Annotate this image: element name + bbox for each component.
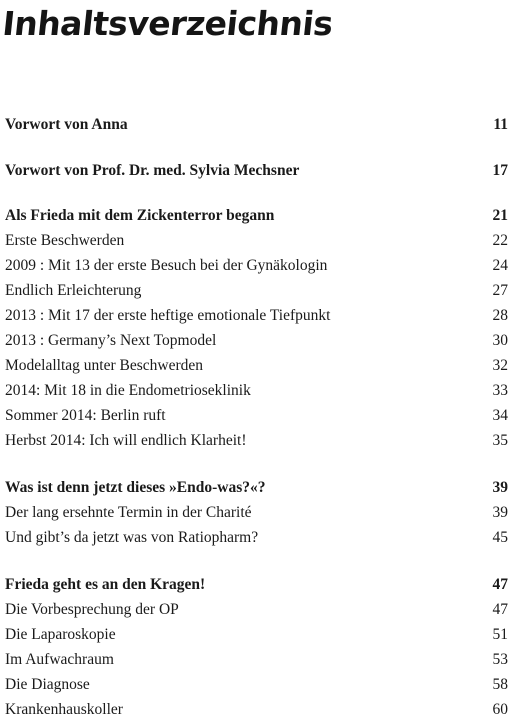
- entry-page-number: 34: [492, 407, 508, 424]
- entry-title: Die Vorbesprechung der OP: [5, 601, 179, 618]
- section-spacer: [5, 137, 508, 158]
- entry-title: Und gibt’s da jetzt was von Ratiopharm?: [5, 529, 259, 546]
- entry-title: 2014: Mit 18 in die Endometrioseklinik: [5, 382, 251, 399]
- toc-entry: [5, 378, 508, 403]
- toc-section: [5, 112, 508, 137]
- toc-entry: [5, 428, 508, 453]
- toc-chapter: [5, 158, 508, 183]
- chapter-page-number: 47: [492, 576, 508, 593]
- entry-page-number: 47: [492, 601, 508, 618]
- entry-page-number: 35: [492, 432, 508, 449]
- toc-section: [5, 203, 508, 453]
- entry-title: 2013 : Mit 17 der erste heftige emotionale Tiefpunkt: [5, 307, 331, 324]
- entry-title: Sommer 2014: Berlin ruft: [5, 407, 166, 424]
- entry-title: Krankenhauskoller: [5, 701, 123, 718]
- entry-page-number: 60: [492, 701, 508, 718]
- toc-section: [5, 475, 508, 550]
- entry-title: 2009 : Mit 13 der erste Besuch bei der Gynäkologin: [5, 257, 328, 274]
- toc-entry: [5, 647, 508, 672]
- section-spacer: [5, 453, 508, 475]
- entry-page-number: 58: [492, 676, 508, 693]
- entry-page-number: 53: [492, 651, 508, 668]
- chapter-title: Vorwort von Anna: [5, 116, 128, 133]
- toc-chapter: [5, 112, 508, 137]
- toc-entry: [5, 500, 508, 525]
- page-title: Inhaltsverzeichnis: [0, 4, 335, 43]
- entry-page-number: 32: [492, 357, 508, 374]
- toc-entry: [5, 525, 508, 550]
- toc-entry: [5, 672, 508, 697]
- entry-title: Erste Beschwerden: [5, 232, 125, 249]
- entry-page-number: 28: [492, 307, 508, 324]
- entry-page-number: 33: [492, 382, 508, 399]
- entry-page-number: 30: [492, 332, 508, 349]
- entry-page-number: 39: [492, 504, 508, 521]
- entry-page-number: 27: [492, 282, 508, 299]
- entry-page-number: 24: [492, 257, 508, 274]
- toc-chapter: [5, 475, 508, 500]
- chapter-page-number: 17: [492, 162, 508, 179]
- toc-entry: [5, 622, 508, 647]
- chapter-page-number: 39: [492, 479, 508, 496]
- entry-title: Herbst 2014: Ich will endlich Klarheit!: [5, 432, 247, 449]
- chapter-page-number: 21: [492, 207, 508, 224]
- entry-title: Die Laparoskopie: [5, 626, 116, 643]
- entry-page-number: 22: [492, 232, 508, 249]
- section-spacer: [5, 183, 508, 203]
- toc-entry: [5, 278, 508, 303]
- table-of-contents: [5, 112, 508, 722]
- toc-entry: [5, 403, 508, 428]
- chapter-title: Frieda geht es an den Kragen!: [5, 576, 206, 593]
- entry-page-number: 45: [492, 529, 508, 546]
- toc-entry: [5, 253, 508, 278]
- entry-title: Endlich Erleichterung: [5, 282, 142, 299]
- toc-section: [5, 158, 508, 183]
- toc-entry: [5, 697, 508, 722]
- entry-title: Die Diagnose: [5, 676, 90, 693]
- toc-chapter: [5, 572, 508, 597]
- toc-section: [5, 572, 508, 722]
- chapter-title: Was ist denn jetzt dieses »Endo-was?«?: [5, 479, 266, 496]
- chapter-title: Vorwort von Prof. Dr. med. Sylvia Mechsner: [5, 162, 300, 179]
- toc-chapter: [5, 203, 508, 228]
- toc-entry: [5, 353, 508, 378]
- entry-title: Im Aufwachraum: [5, 651, 114, 668]
- section-spacer: [5, 550, 508, 572]
- toc-entry: [5, 328, 508, 353]
- entry-title: 2013 : Germany’s Next Topmodel: [5, 332, 217, 349]
- entry-page-number: 51: [492, 626, 508, 643]
- toc-entry: [5, 597, 508, 622]
- chapter-title: Als Frieda mit dem Zickenterror begann: [5, 207, 275, 224]
- chapter-page-number: 11: [493, 116, 508, 133]
- entry-title: Der lang ersehnte Termin in der Charité: [5, 504, 252, 521]
- entry-title: Modelalltag unter Beschwerden: [5, 357, 203, 374]
- toc-entry: [5, 303, 508, 328]
- toc-entry: [5, 228, 508, 253]
